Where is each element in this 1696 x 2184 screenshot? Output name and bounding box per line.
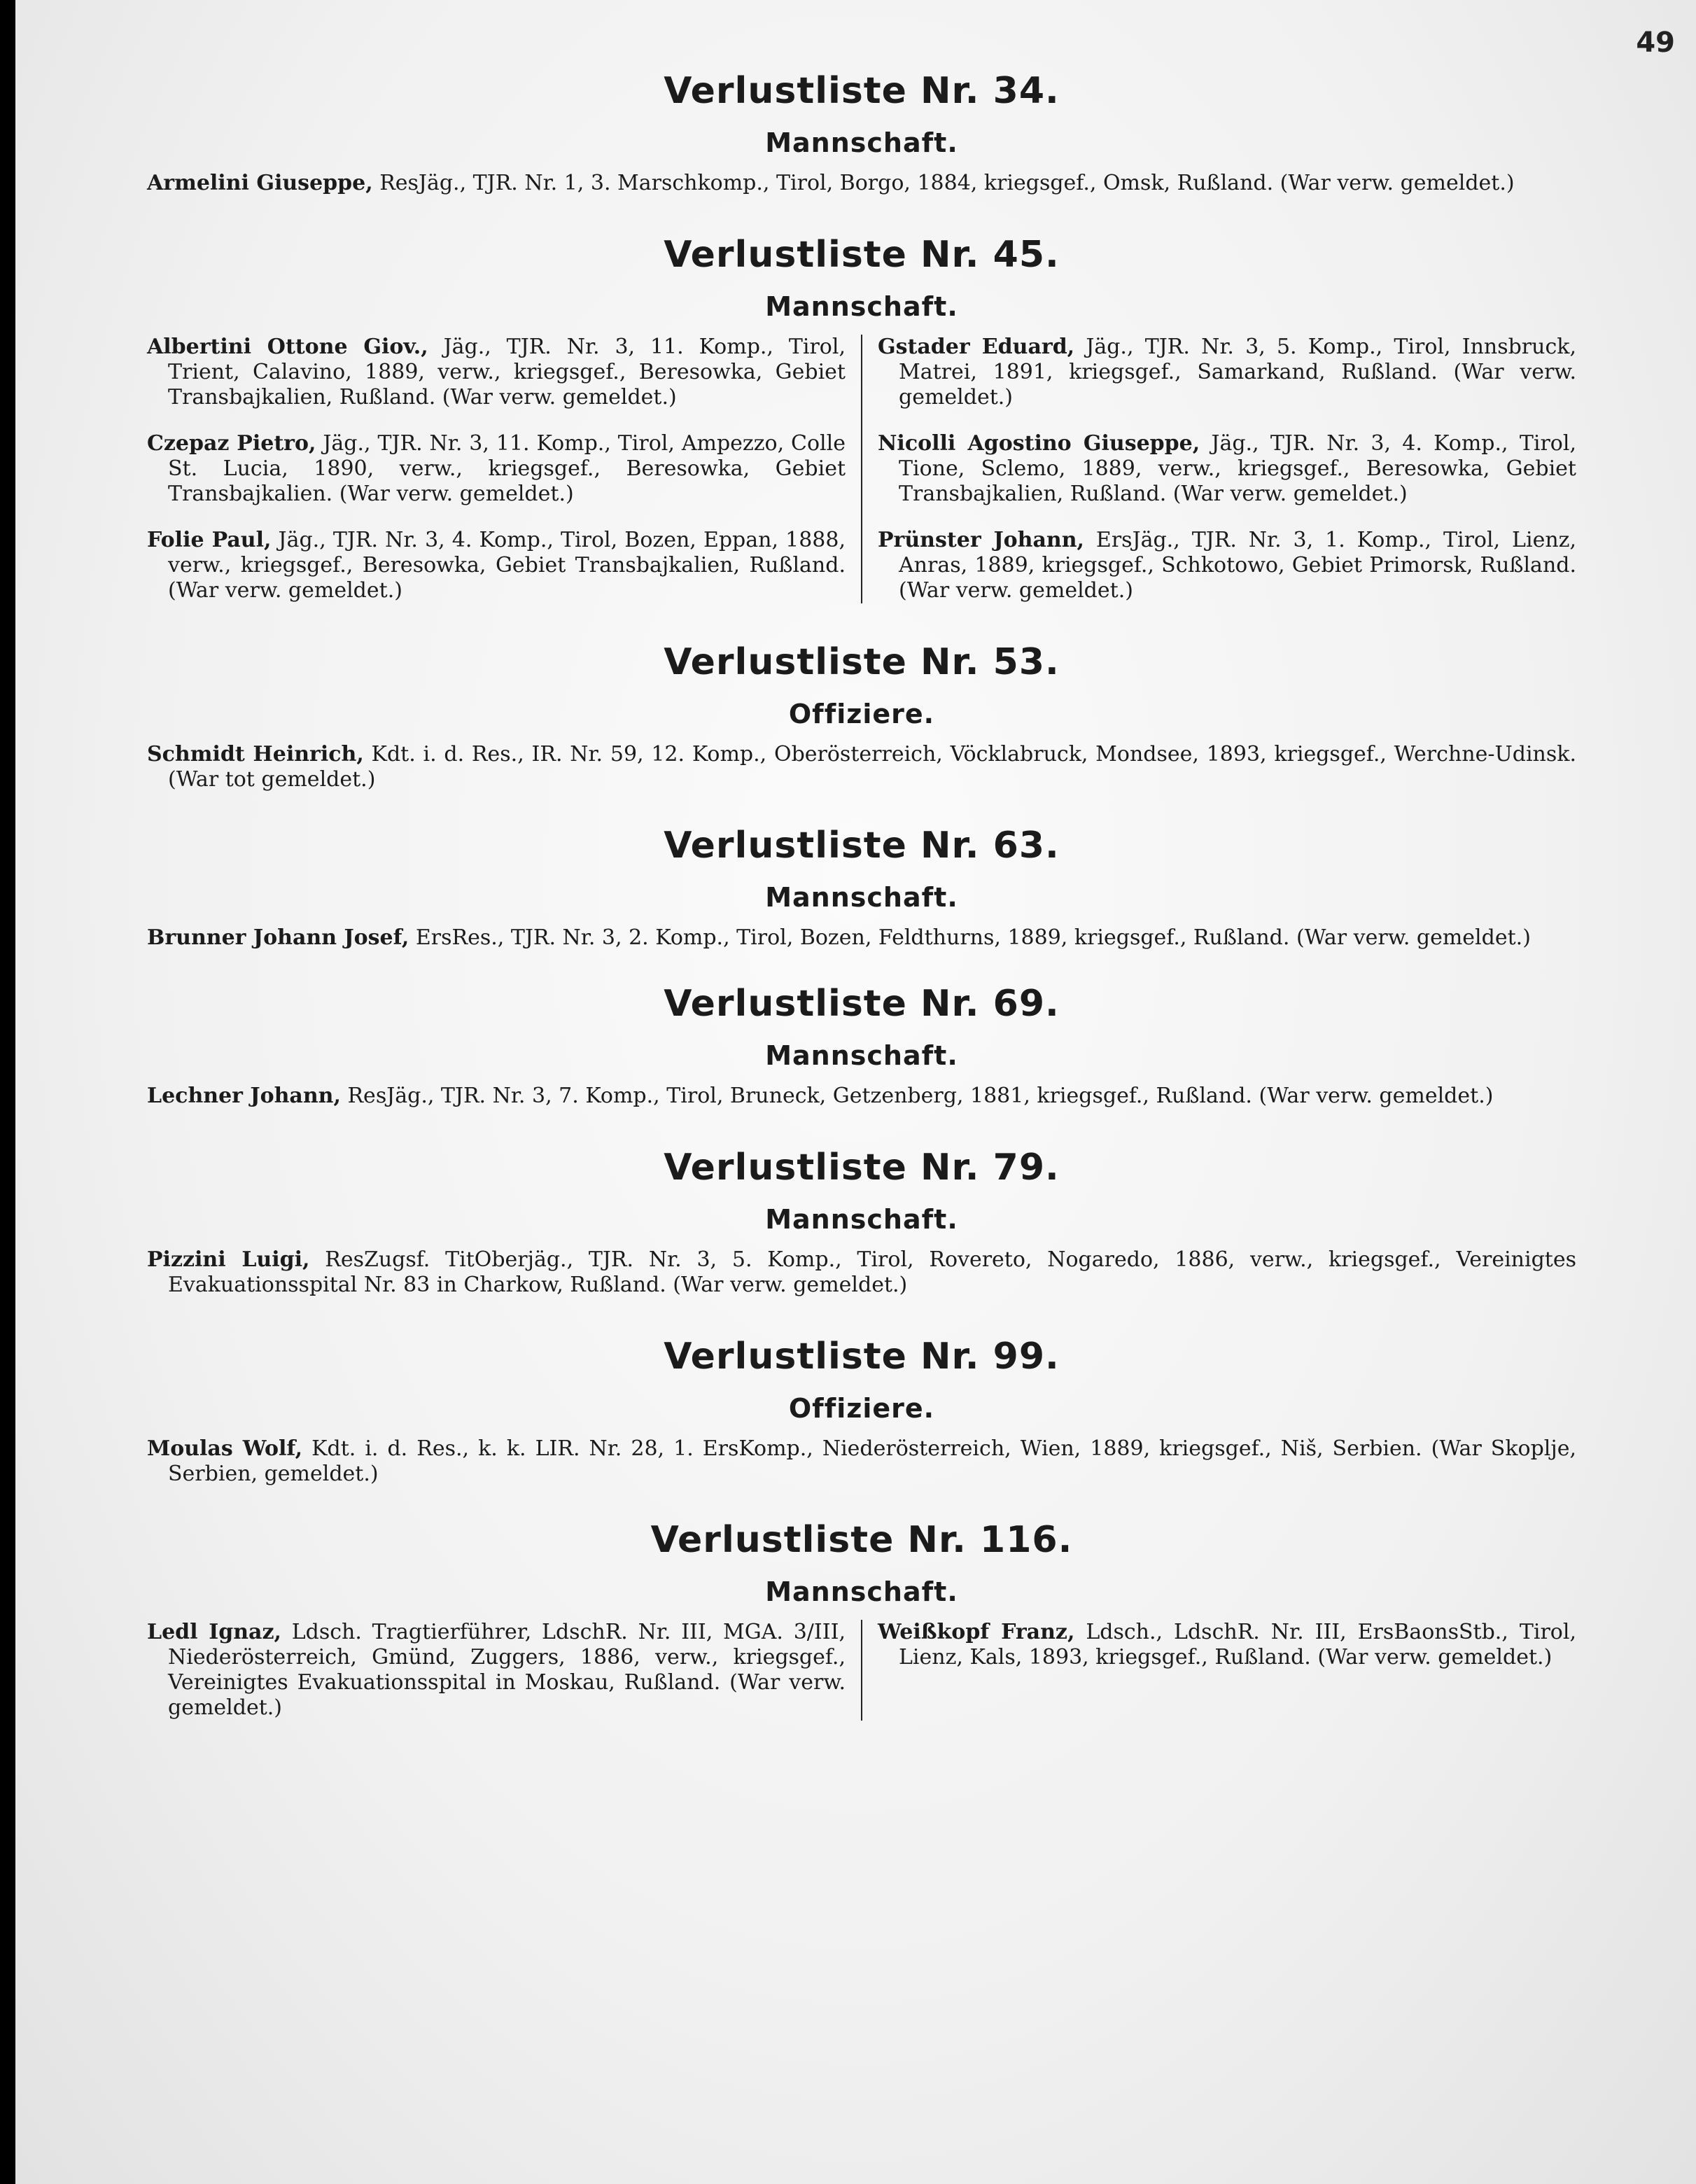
casualty-entry [147, 335, 846, 410]
casualty-list-section [147, 983, 1576, 1109]
casualty-entry [878, 528, 1576, 603]
entry-name: Schmidt Heinrich, [147, 742, 364, 766]
section-title: Verlustliste Nr. 99. [664, 1336, 1060, 1378]
entry-name: Albertini Ottone Giov., [147, 335, 428, 359]
two-column-entries [147, 335, 1576, 603]
entry-text: Kdt. i. d. Res., k. k. LIR. Nr. 28, 1. ErsKomp., Niederösterreich, Wien, 1889, kriegsgef., Niš, Serbien. (War Skoplje, Serbien, gemeldet.) [168, 1436, 1576, 1486]
entry-name: Gstader Eduard, [878, 335, 1075, 359]
casualty-list-section [147, 825, 1576, 951]
casualty-entry [147, 1247, 1576, 1298]
casualty-entry [147, 1084, 1576, 1109]
section-title: Verlustliste Nr. 116. [650, 1519, 1073, 1561]
section-subtitle: Mannschaft. [765, 1576, 958, 1607]
casualty-entry [147, 1620, 846, 1721]
casualty-list-section [147, 70, 1576, 196]
section-title: Verlustliste Nr. 79. [664, 1147, 1060, 1189]
section-title: Verlustliste Nr. 69. [664, 983, 1060, 1025]
entry-name: Weißkopf Franz, [878, 1620, 1075, 1644]
casualty-list-section [147, 234, 1576, 603]
entry-name: Nicolli Agostino Giuseppe, [878, 431, 1200, 456]
casualty-entry [878, 335, 1576, 410]
entry-name: Prünster Johann, [878, 528, 1084, 552]
entry-text: ErsRes., TJR. Nr. 3, 2. Komp., Tirol, Bozen, Feldthurns, 1889, kriegsgef., Rußland. (War verw. gemeldet.) [409, 925, 1531, 950]
entry-text: Ldsch. Tragtierführer, LdschR. Nr. III, MGA. 3/III, Niederösterreich, Gmünd, Zuggers, 1886, verw., kriegsgef., Vereinigtes Evakuationsspital in Moskau, Rußland. (War verw. gemeldet.) [168, 1620, 846, 1720]
entry-name: Armelini Giuseppe, [147, 171, 373, 195]
section-subtitle: Offiziere. [788, 699, 935, 729]
page-number: 49 [1636, 27, 1675, 59]
left-column [147, 335, 861, 603]
section-subtitle: Mannschaft. [765, 127, 958, 158]
two-column-entries [147, 1620, 1576, 1721]
entry-name: Pizzini Luigi, [147, 1247, 310, 1272]
casualty-list-section [147, 641, 1576, 792]
entry-text: Ldsch., LdschR. Nr. III, ErsBaonsStb., Tirol, Lienz, Kals, 1893, kriegsgef., Rußland. (War verw. gemeldet.) [899, 1620, 1576, 1670]
page-content [147, 70, 1576, 1758]
entry-text: ResJäg., TJR. Nr. 1, 3. Marschkomp., Tirol, Borgo, 1884, kriegsgef., Omsk, Rußland. (War verw. gemeldet.) [372, 171, 1515, 195]
casualty-entry [147, 1436, 1576, 1487]
casualty-list-section [147, 1519, 1576, 1721]
entry-text: Jäg., TJR. Nr. 3, 11. Komp., Tirol, Ampezzo, Colle St. Lucia, 1890, verw., kriegsgef., Beresowka, Gebiet Transbajkalien. (War verw. gemeldet.) [168, 431, 846, 506]
entry-text: Jäg., TJR. Nr. 3, 5. Komp., Tirol, Innsbruck, Matrei, 1891, kriegsgef., Samarkand, Rußland. (War verw. gemeldet.) [899, 335, 1576, 410]
entry-text: Jäg., TJR. Nr. 3, 4. Komp., Tirol, Bozen, Eppan, 1888, verw., kriegsgef., Beresowka, Gebiet Transbajkalien, Rußland. (War verw. gemeldet.) [168, 528, 846, 603]
casualty-entry [147, 431, 846, 507]
entry-text: ResJäg., TJR. Nr. 3, 7. Komp., Tirol, Bruneck, Getzenberg, 1881, kriegsgef., Rußland. (War verw. gemeldet.) [340, 1084, 1494, 1108]
section-subtitle: Mannschaft. [765, 291, 958, 322]
right-column [862, 335, 1576, 603]
casualty-list-section [147, 1147, 1576, 1298]
section-subtitle: Mannschaft. [765, 1040, 958, 1071]
casualty-entry [147, 925, 1576, 951]
entry-name: Ledl Ignaz, [147, 1620, 281, 1644]
entry-text: Jäg., TJR. Nr. 3, 11. Komp., Tirol, Trient, Calavino, 1889, verw., kriegsgef., Beresowka, Gebiet Transbajkalien, Rußland. (War verw. gemeldet.) [168, 335, 846, 410]
left-column [147, 1620, 861, 1721]
casualty-entry [878, 1620, 1576, 1670]
casualty-entry [147, 528, 846, 603]
document-page [15, 0, 1696, 2184]
section-subtitle: Mannschaft. [765, 1204, 958, 1235]
entry-text: Kdt. i. d. Res., IR. Nr. 59, 12. Komp., Oberösterreich, Vöcklabruck, Mondsee, 1893, kriegsgef., Werchne-Udinsk. (War tot gemeldet.) [168, 742, 1576, 792]
casualty-list-section [147, 1336, 1576, 1487]
section-title: Verlustliste Nr. 45. [664, 234, 1060, 276]
casualty-entry [147, 742, 1576, 792]
section-title: Verlustliste Nr. 63. [664, 825, 1060, 867]
entry-name: Folie Paul, [147, 528, 272, 552]
entry-name: Brunner Johann Josef, [147, 925, 409, 950]
section-title: Verlustliste Nr. 34. [664, 70, 1060, 112]
section-subtitle: Offiziere. [788, 1393, 935, 1424]
section-subtitle: Mannschaft. [765, 882, 958, 913]
entry-text: Jäg., TJR. Nr. 3, 4. Komp., Tirol, Tione, Sclemo, 1889, verw., kriegsgef., Beresowka, Gebiet Transbajkalien, Rußland. (War verw. gemeldet.) [899, 431, 1576, 506]
entry-name: Czepaz Pietro, [147, 431, 316, 456]
casualty-entry [147, 171, 1576, 196]
right-column [862, 1620, 1576, 1670]
entry-name: Lechner Johann, [147, 1084, 341, 1108]
entry-name: Moulas Wolf, [147, 1436, 303, 1461]
section-title: Verlustliste Nr. 53. [664, 641, 1060, 683]
casualty-entry [878, 431, 1576, 507]
entry-text: ErsJäg., TJR. Nr. 3, 1. Komp., Tirol, Lienz, Anras, 1889, kriegsgef., Schkotowo, Gebiet Primorsk, Rußland. (War verw. gemeldet.) [899, 528, 1576, 603]
entry-text: ResZugsf. TitOberjäg., TJR. Nr. 3, 5. Komp., Tirol, Rovereto, Nogaredo, 1886, verw., kriegsgef., Vereinigtes Evakuationsspital Nr. 83 in Charkow, Rußland. (War verw. gemeldet.) [168, 1247, 1577, 1297]
